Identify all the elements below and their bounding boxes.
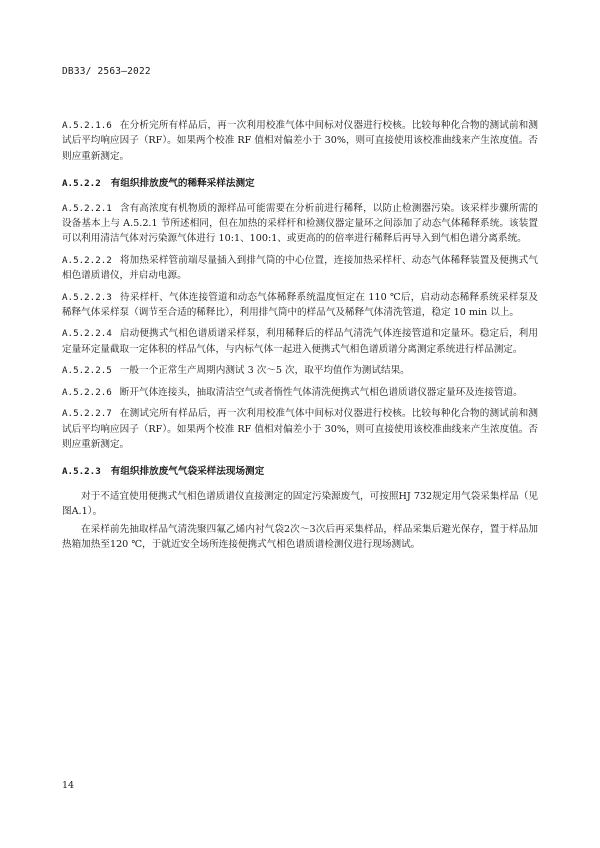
clause-text: 含有高浓度有机物质的源样品可能需要在分析前进行稀释，以防止检测器污染。该采样步骤所需的设备基本上与 A.5.2.1 节所述相同，但在加热的采样杆和检测仪器定量环之间添加了动态气体稀释系统。该装置可以利用清洁气体对污染源气体进行 10:1、100:1、或更高的的倍率进行稀释后再导入到气相色谱分离系统。 [62, 202, 538, 245]
clause-number: A.5.2.2.6 [62, 386, 112, 398]
clause-a5222 [62, 253, 538, 284]
clause-text: 断开气体连接头，抽取清洁空气或者惰性气体清洗便携式气相色谱质谱仪器定量环及连接管道。 [119, 386, 523, 398]
clause-number: A.5.2.2.1 [62, 202, 112, 214]
clause-text: 在测试完所有样品后，再一次利用校准气体中间标对仪器进行校核。比较每种化合物的测试前和测试后平均响应因子（RF）。如果两个校准 RF 值相对偏差小于 30%，则可直接使用该校准曲线来产生浓度值。否则应重新测定。 [62, 408, 538, 450]
clause-a52116 [62, 118, 538, 164]
clause-number: A.5.2.2.4 [62, 328, 112, 340]
document-code: DB33/ 2563—2022 [62, 66, 151, 77]
clause-number: A.5.2.2.3 [62, 291, 112, 303]
clause-text: 一般一个正常生产周期内测试 3 次～5 次，取平均值作为测试结果。 [119, 365, 410, 377]
page-number: 14 [62, 780, 75, 791]
body-paragraph: 在采样前先抽取样品气清洗聚四氟乙烯内衬气袋2次～3次后再采集样品，样品采集后避光保存，置于样品加热箱加热至120 ℃，于就近安全场所连接便携式气相色谱质谱检测仪进行现场测试。 [62, 523, 538, 550]
section-title: 有组织排放废气的稀释采样法测定 [110, 178, 255, 190]
clause-a5223 [62, 290, 538, 321]
clause-number: A.5.2.1.6 [62, 120, 112, 131]
clause-number: A.5.2.2.2 [62, 254, 112, 266]
clause-a5224 [62, 326, 538, 357]
section-number: A.5.2.2 [62, 178, 101, 190]
clause-number: A.5.2.2.7 [62, 408, 112, 420]
clause-text: 待采样杆、气体连接管道和动态气体稀释系统温度恒定在 110 ℃后，启动动态稀释系统采样泵及稀释气体采样泵（调节至合适的稀释比），利用排气筒中的样品气及稀释气体清洗管道，稳定 10 min 以上。 [62, 291, 538, 319]
clause-a5221 [62, 201, 538, 247]
clause-a5227 [62, 406, 538, 452]
clause-a5226 [62, 385, 538, 400]
clause-a5225 [62, 363, 538, 378]
clause-text: 启动便携式气相色谱质谱采样泵，利用稀释后的样品气清洗气体连接管道和定量环。稳定后，利用定量环定量截取一定体积的样品气体，与内标气体一起进入便携式气相色谱质谱分离测定系统进行样品测定。 [62, 328, 538, 355]
clause-text: 将加热采样管前端尽量插入到排气筒的中心位置，连接加热采样杆、动态气体稀释装置及便携式气相色谱质谱仪，并启动电源。 [62, 254, 538, 282]
section-heading-a523 [62, 464, 538, 479]
section-heading-a522 [62, 176, 538, 191]
clause-text: 在分析完所有样品后，再一次利用校准气体中间标对仪器进行校核。比较每种化合物的测试前和测试后平均响应因子（RF）。如果两个校准 RF 值相对偏差小于 30%，则可直接使用该校准曲线来产生浓度值。否则应重新测定。 [62, 120, 538, 162]
document-body [62, 118, 538, 554]
clause-number: A.5.2.2.5 [62, 365, 112, 377]
section-title: 有组织排放废气气袋采样法现场测定 [110, 466, 265, 478]
body-paragraph: 对于不适宜使用便携式气相色谱质谱仪直接测定的固定污染源废气，可按照HJ 732规定用气袋采集样品（见图A.1）。 [62, 490, 538, 518]
section-number: A.5.2.3 [62, 466, 101, 478]
